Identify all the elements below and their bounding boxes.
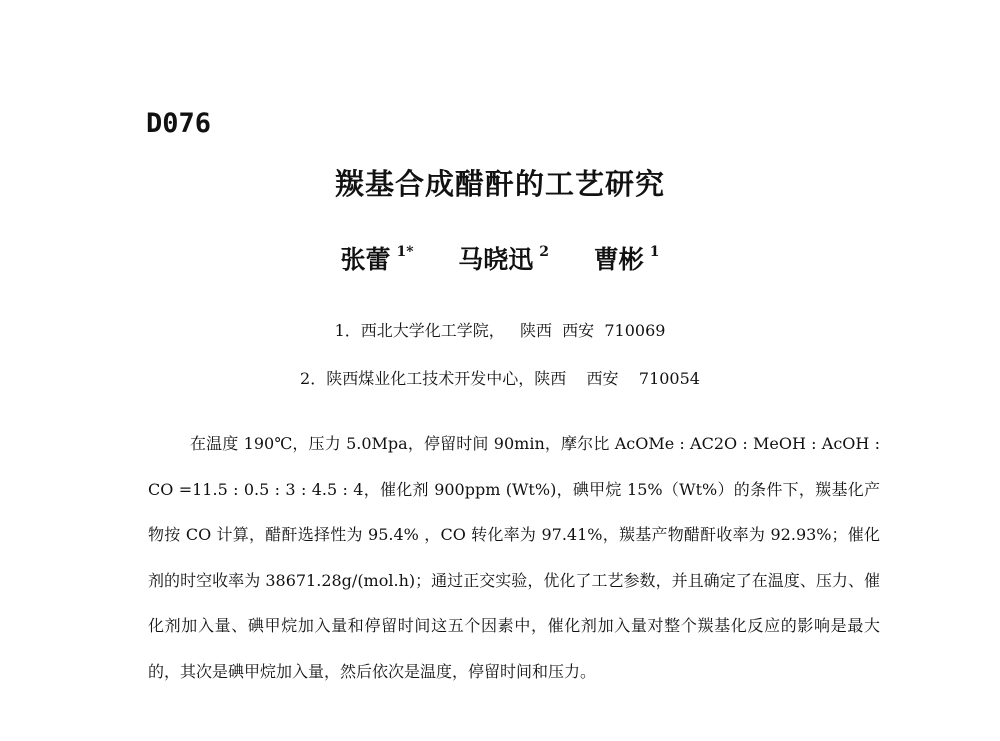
author-name: 张蕾 — [340, 245, 391, 274]
abstract-paragraph: 在温度 190℃，压力 5.0Mpa，停留时间 90min，摩尔比 AcOMe : AC2O : MeOH : AcOH : CO =11.5 : 0.5 : 3 : 4.5 : 4，催化剂 900ppm (Wt%)，碘甲烷 15%（Wt%）的条件下，羰基化产物按 CO 计算，醋酐选择性为 95.4% ，CO 转化率为 97.41%，羰基产物醋酐收率为 92.93%；催化剂的时空收率为 38671.28g/(mol.h)；通过正交实验，优化了工艺参数，并且确定了在温度、压力、催化剂加入量、碘甲烷加入量和停留时间这五个因素中，催化剂加入量对整个羰基化反应的影响是最大的，其次是碘甲烷加入量，然后依次是温度，停留时间和压力。 — [148, 434, 880, 681]
author-2 — [458, 240, 549, 276]
author-list — [0, 240, 1000, 276]
paper-code: D076 — [146, 108, 212, 139]
affiliation-1: 1．西北大学化工学院， 陕西 西安 710069 — [334, 321, 666, 340]
author-name: 曹彬 — [593, 245, 644, 274]
author-mark: 1 — [649, 244, 660, 260]
author-3 — [594, 240, 660, 276]
author-1 — [340, 240, 413, 276]
author-name: 马晓迅 — [458, 245, 534, 274]
author-mark: 2 — [539, 244, 550, 260]
paper-title: 羰基合成醋酐的工艺研究 — [334, 167, 665, 201]
author-mark: 1* — [396, 244, 414, 260]
affiliation-2: 2．陕西煤业化工技术开发中心，陕西 西安 710054 — [300, 369, 700, 388]
